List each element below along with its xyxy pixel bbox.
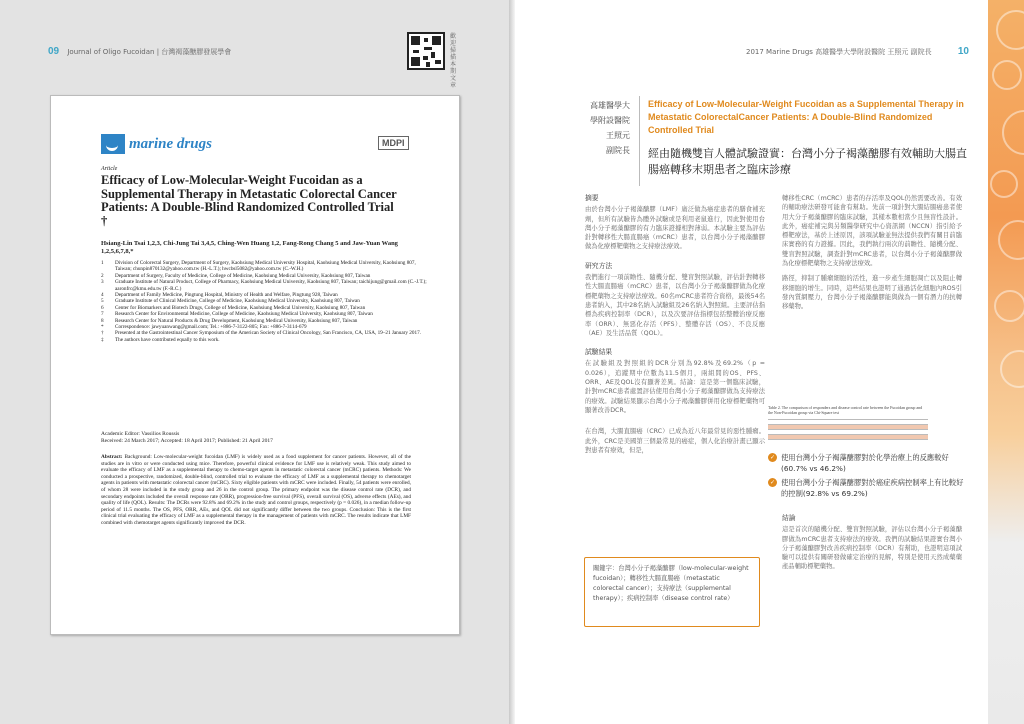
affiliation-number: 2 xyxy=(101,272,104,279)
affiliation-number: 6 xyxy=(101,304,104,311)
affiliation-number: 7 xyxy=(101,311,104,318)
key-findings xyxy=(768,452,968,502)
publisher-logo: MDPI xyxy=(378,136,409,150)
table-row xyxy=(768,435,928,440)
affiliation-list xyxy=(101,260,431,343)
text-column-left xyxy=(585,194,765,461)
header-separator: | xyxy=(156,48,160,56)
affiliation-text: Presented at the Gastrointestinal Cancer Symposium of the American Society of Clinical Oncology, San Francisco, CA, USA, 19–21 January 2017. xyxy=(115,330,421,337)
affiliation-number: 3 xyxy=(101,279,104,286)
abstract-text: Background: Low-molecular-weight fucoidan (LMF) is widely used as a food supplement for cancer patients. However, all of the studies are in vitro or were conducted using mice. Therefore, powerful clinical evidence for LMF use is relatively weak. This study aimed to evaluate the efficacy of LMF as a supplemental therapy to chemo-target agents in metastatic colorectal cancer (mCRC) patients. Methods: We conducted a prospective, randomized, double-blind, controlled trial to evaluate the efficacy of LMF as a supplemental therapy to chemotarget agents in patients with metastatic colorectal cancer (mCRC). Sixty eligible patients with mCRC were included. Finally, 54 patients were enrolled, of whom 28 were included in the study group and 26 in the control group. The primary endpoint was the disease control rate (DCR), and secondary endpoints included the overall response rate (ORR), progression-free survival (PFS), overall survival (OS), adverse effects (AEs), and quality of life (QOL). Results: The DCRs were 92.8% and 69.2% in the study and control groups, respectively (p = 0.026), in a median follow-up period of 11.5 months. The OS, PFS, ORR, AEs, and QOL did not significantly differ between the two groups. Conclusion: This is the first clinical trial evaluating the efficacy of LMF as a supplemental therapy in the management of patients with mCRC. The results indicate that LMF combined with chemotarget agents significantly improved the DCR. xyxy=(101,454,411,526)
conclusion-text: 這是首次的隨機分配、雙盲對照試驗，評估以台灣小分子褐藻醣膠做為mCRC患者支持療法的療效。我們的試驗結果證實台灣小分子褐藻醣膠對改善疾病控制率（DCR）有幫助，也證明這項試驗可以提供有關研發做確定治療的見解，特別是使用天然成藥藥產品輔助標靶藥物。 xyxy=(782,526,962,571)
affiliation-text: Division of Colorectal Surgery, Department of Surgery, Kaohsiung Medical University Hospital, Kaohsiung Medical University, Kaohsiung 807, Taiwan; chunpin870132@yahoo.com.tw (H.-L.T.); hwcbsl5082@yahoo.com.tw (C.-W.H.) xyxy=(115,260,416,273)
affiliation-number: * xyxy=(101,324,104,331)
affiliation-text: Center for Biomarkers and Biotech Drugs, College of Medicine, Kaohsiung Medical University, Kaohsiung 807, Taiwan xyxy=(115,304,366,311)
affiliation-number: 8 xyxy=(101,317,104,324)
book-spine xyxy=(509,0,515,724)
left-page-header xyxy=(48,46,231,57)
affiliation-text: Graduate Institute of Clinical Medicine, College of Medicine, Kaohsiung Medical University, Kaohsiung 807, Taiwan xyxy=(115,298,360,305)
chinese-title: 經由隨機雙盲人體試驗證實：台灣小分子褐藻醣膠有效輔助大腸直腸癌轉移末期患者之臨床診療 xyxy=(648,147,967,176)
check-icon: ✓ xyxy=(769,479,776,486)
journal-logo-text: marine drugs xyxy=(129,135,212,152)
conclusion-section xyxy=(782,514,962,578)
affiliation-item xyxy=(101,260,431,273)
check-icon: ✓ xyxy=(769,454,776,461)
article-dates: Received: 24 March 2017; Accepted: 18 April 2017; Published: 21 April 2017 xyxy=(101,438,273,444)
affiliation-item xyxy=(101,279,431,292)
article-title: Efficacy of Low-Molecular-Weight Fucoidan as a Supplemental Therapy in Metastatic Colorectal Cancer Patients: A Double-Blind Randomized Controlled Trial † xyxy=(101,173,397,228)
right-page-number: 10 xyxy=(957,46,969,57)
affiliation-text: Graduate Institute of Natural Product, College of Pharmacy, Kaohsiung Medical University, Kaohsiung 807, Taiwan; taichijung@gmail.com (C.-J.T.); aaronfrc@kmu.edu.tw (F.-R.C.) xyxy=(115,279,427,292)
author-department xyxy=(590,98,630,158)
affiliation-text: Research Center for Natural Products & Drug Development, Kaohsiung Medical University, Kaohsiung 807, Taiwan xyxy=(115,317,358,324)
journal-name: Journal of Oligo Fucoidan xyxy=(67,48,155,56)
right-page-header xyxy=(746,46,969,57)
left-page-number: 09 xyxy=(48,46,60,57)
english-title: Efficacy of Low-Molecular-Weight Fucoidan as a Supplemental Therapy in Metastatic ColorectalCancer Patients: A Double-Blind Randomized Controlled Trial xyxy=(648,99,964,135)
finding-text: 使用台灣小分子褐藻醣膠對於化學治療上的反應較好(60.7% vs 46.2%) xyxy=(781,453,949,473)
dept-line: 學附設醫院 xyxy=(590,116,630,125)
finding-text: 使用台灣小分子褐藻醣膠對於癌症疾病控制率上有比較好的控制(92.8% vs 69.2%) xyxy=(781,478,964,498)
results-heading: 試驗結果 xyxy=(585,348,613,357)
methods-heading: 研究方法 xyxy=(585,261,613,270)
journal-logo xyxy=(101,134,212,154)
table-caption: Table 2. The comparison of responders and disease control rate between the Fucoidan group and the Non-Fucoidan group via Chi-Square test xyxy=(768,405,923,415)
qr-caption: 歡迎掃描本期文章 xyxy=(450,33,457,89)
mechanism-text: 路徑，抑制了腫瘤細胞的活性，進一步產生細胞凋亡以及阻止轉移細胞的增生。同時，這些結果也證明了通過活化細胞內ROS引發內質網壓力，台灣小分子褐藻醣膠能與做為一個有潛力的抗轉移藥物。 xyxy=(782,275,962,311)
conclusion-heading: 結論 xyxy=(782,514,796,522)
abstract-label: Abstract: xyxy=(101,454,123,460)
affiliation-text: Department of Surgery, Faculty of Medicine, College of Medicine, Kaohsiung Medical University, Kaohsiung 807, Taiwan xyxy=(115,272,371,279)
affiliation-number: 5 xyxy=(101,298,104,305)
article-type: Article xyxy=(101,166,118,172)
affiliation-text: Department of Family Medicine, Pingtung Hospital, Ministry of Health and Welfare, Pingtung 928, Taiwan xyxy=(115,292,338,299)
finding-item xyxy=(768,452,968,474)
affiliation-text: The authors have contributed equally to this work. xyxy=(115,336,220,343)
summary-heading: 摘要 xyxy=(585,194,599,202)
academic-editor: Academic Editor: Vassilios Roussis xyxy=(101,431,180,437)
right-header-text: 2017 Marine Drugs 高雄醫學大學附設醫院 王照元 副院長 xyxy=(746,48,932,56)
finding-item xyxy=(768,477,968,499)
affiliation-number: ‡ xyxy=(101,336,104,343)
intro-continued-text: 轉移性CRC（mCRC）患者的存活率及QOL仍然需要改善。有效的輔助療法研發可能會有幫助。先前一項針對大腸結腸癌患者使用大分子褐藻醣膠的臨床試驗，其樣本數相當少且無盲性設計。此外，癌症補完與另類醫學研究中心資訊網（NCCN）指引給予標靶療法，基於上述原因，該項試驗並無法提供我們有關目前臨床實務的有力證據。因此，我們執行兩次的前瞻性、隨機分配、雙盲對照試驗，調查針對mCRC患者，以台灣小分子褐藻醣膠做為化療標靶藥物之支持療法療效。 xyxy=(782,195,962,268)
keywords-box xyxy=(584,557,760,627)
intro-text: 在台灣，大腸直腸癌（CRC）已成為近八年最常見的惡性腫瘤。此外，CRC是美國第三個最常見的癌症，個人化治療計畫已顯示對患者有療效，但是， xyxy=(585,428,765,454)
title-divider xyxy=(639,96,640,186)
methods-text: 我們進行一項前瞻性、隨機分配、雙盲對照試驗，評估針對轉移性大腸直腸癌（mCRC）患者，以台灣小分子褐藻醣膠做為化療標靶藥物之支持療法療效。60名mCRC患者符合資格，最後54名患者納入，其中28名納入試驗組及26名納入對照組。主要評估指標為疾病控制率（DCR），以及次要評估指標包括整體治療反應率（ORR）、無惡化存活（PFS）、整體存活（OS）、不良反應（AE）及生活品質（QOL）。 xyxy=(585,274,765,337)
affiliation-number: 1 xyxy=(101,260,104,266)
author-title: 副院長 xyxy=(606,146,630,155)
affiliation-text: Research Center for Environmental Medicine, College of Medicine, Kaohsiung Medical University, Kaohsiung 807, Taiwan xyxy=(115,311,373,318)
affiliation-number: † xyxy=(101,330,104,337)
summary-text: 由於台灣小分子褐藻醣膠（LMF）廣泛做為癌症患者的膳食補充劑，但所有試驗皆為體外試驗或是利用老鼠進行，因此對使用台灣小分子褐藻醣膠的有力臨床證據相對薄弱。本試驗主要為評估針對轉移性大腸直腸癌（mCRC）患者，以台灣小分子褐藻醣膠做為化療標靶藥物之支持療法療效。 xyxy=(585,206,765,251)
results-text: 在試驗組及對照組的DCR分別為92.8%及69.2%（p = 0.026），追蹤期中位數為11.5個月，兩組間的OS、PFS、ORR、AE及QOL沒有顯著差異。結論：這是第一個臨床試驗，針對mCRC患者處置評估使用台灣小分子褐藻醣膠做為支持療法的療效。試驗結果顯示台灣小分子褐藻醣膠併用化療標靶藥物可顯著改善DCR。 xyxy=(585,360,765,414)
text-column-right xyxy=(782,194,962,318)
affiliation-item xyxy=(101,337,431,343)
dept-line: 高雄醫學大 xyxy=(590,101,630,110)
article-first-page xyxy=(50,95,460,635)
author-name: 王照元 xyxy=(606,131,630,140)
wave-icon xyxy=(101,134,125,154)
decorative-border xyxy=(988,0,1024,724)
qr-code-icon[interactable] xyxy=(407,32,445,70)
keywords-text: 關鍵字：台灣小分子褐藻醣膠（low-molecular-weight fucoidan）；轉移性大腸直腸癌（metastatic colorectal cancer）；支持療法（supplemental therapy）；疾病控制率（disease control rate） xyxy=(593,565,749,602)
society-name: 台灣褐藻醣膠發展學會 xyxy=(161,48,232,56)
article-authors: Hsiang-Lin Tsai 1,2,3, Chi-Jung Tai 3,4,5, Ching-Wen Huang 1,2, Fang-Rong Chang 5 and Jaw-Yuan Wang 1,2,5,6,7,8,* xyxy=(101,240,398,255)
affiliation-text: Correspondence: jawyuanwang@gmail.com; Tel.: +886-7-3122-805; Fax: +886-7-3114-679 xyxy=(115,324,307,331)
article-editor-dates xyxy=(101,431,273,445)
affiliation-number: 4 xyxy=(101,292,104,299)
article-abstract xyxy=(101,454,411,527)
